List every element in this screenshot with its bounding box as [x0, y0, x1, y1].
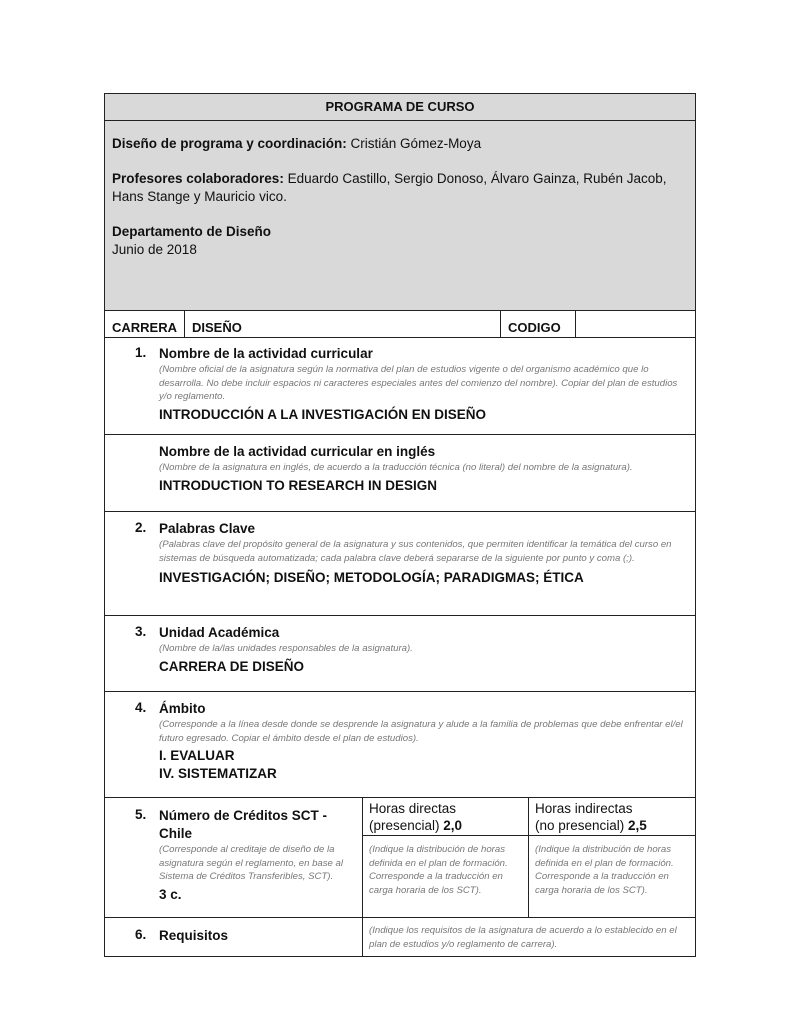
section-number: 2.	[135, 520, 147, 535]
direct-hours-sublabel: (presencial)	[369, 818, 444, 833]
credits-value: 3 c.	[159, 886, 182, 902]
section-number: 6.	[135, 927, 147, 942]
section-activity-name	[105, 338, 695, 435]
direct-hours-column	[362, 798, 528, 917]
indirect-hours-column	[528, 798, 695, 917]
section-note: (Palabras clave del propósito general de la asignatura y sus contenidos, que permiten identificar la temática del curso en sistemas de búsqueda automatizada; cada palabra clave deberá separarse de la siguiente por punto y coma (;).	[159, 539, 672, 564]
coordination-value: Cristián Gómez-Moya	[346, 136, 482, 151]
requirements-note: (Indique los requisitos de la asignatura de acuerdo a lo establecido en el plan de estudios y/o reglamento de carrera).	[362, 918, 695, 956]
section-title: Unidad Académica	[159, 625, 280, 640]
code-label: CODIGO	[501, 311, 576, 337]
keywords-value: INVESTIGACIÓN; DISEÑO; METODOLOGÍA; PARADIGMAS; ÉTICA	[159, 570, 584, 585]
requirements-title-cell	[105, 918, 362, 956]
section-note: (Nombre oficial de la asignatura según la normativa del plan de estudios vigente o del organismo académico que lo desarrolla. No debe incluir espacios ni caracteres especiales antes del comienzo del nombre). Copiar del plan de estudios y/o reglamento.	[159, 364, 678, 402]
section-title: Ámbito	[159, 701, 206, 716]
section-title: Nombre de la actividad curricular en inglés	[159, 444, 436, 459]
activity-name-value: INTRODUCCIÓN A LA INVESTIGACIÓN EN DISEÑO	[159, 406, 487, 422]
section-activity-name-english	[105, 435, 695, 512]
section-note: (Corresponde a la línea desde donde se desprende la asignatura y alude a la familia de problemas que debe enfrentar el/el futuro egresado. Copiar el ámbito desde el plan de estudios).	[159, 719, 683, 744]
direct-hours-value: 2,0	[443, 818, 463, 833]
section-title: Número de Créditos SCT - Chile	[159, 808, 328, 841]
code-value	[576, 311, 695, 337]
section-note: (Nombre de la asignatura en inglés, de acuerdo a la traducción técnica (no literal) del nombre de la asignatura).	[159, 462, 633, 473]
coordination-line	[112, 135, 687, 153]
section-number: 5.	[135, 807, 147, 822]
section-number: 4.	[135, 700, 147, 715]
indirect-hours-header	[529, 798, 695, 836]
course-program-form	[104, 93, 696, 957]
section-title: Nombre de la actividad curricular	[159, 346, 373, 361]
academic-unit-value: CARRERA DE DISEÑO	[159, 658, 305, 674]
department: Departamento de Diseño	[112, 224, 272, 239]
indirect-hours-label: Horas indirectas	[535, 801, 633, 816]
collaborators-line	[112, 170, 687, 206]
section-credits	[105, 798, 695, 918]
indirect-hours-sublabel-line	[535, 817, 689, 834]
indirect-hours-value: 2,5	[628, 818, 647, 833]
direct-hours-sublabel-line	[369, 817, 522, 834]
section-requirements	[105, 918, 695, 956]
department-block	[112, 223, 687, 259]
date: Junio de 2018	[112, 242, 197, 257]
header-block	[105, 121, 695, 311]
section-number: 3.	[135, 624, 147, 639]
career-row	[105, 311, 695, 338]
credits-main-cell	[105, 798, 362, 917]
career-label: CARRERA	[105, 311, 185, 337]
direct-hours-header	[363, 798, 528, 836]
section-note: (Nombre de la/las unidades responsables de la asignatura).	[159, 643, 413, 654]
activity-name-english-value: INTRODUCTION TO RESEARCH IN DESIGN	[159, 477, 438, 493]
direct-hours-label: Horas directas	[369, 801, 457, 816]
section-academic-unit	[105, 616, 695, 692]
indirect-hours-note: (Indique la distribución de horas definida en el plan de formación. Corresponde a la traducción en carga horaria de los SCT).	[535, 844, 674, 896]
section-scope	[105, 692, 695, 798]
scope-value-2: IV. SISTEMATIZAR	[159, 766, 277, 781]
document-title: PROGRAMA DE CURSO	[105, 94, 695, 121]
indirect-hours-sublabel: (no presencial)	[535, 818, 629, 833]
scope-value-1: I. EVALUAR	[159, 748, 235, 763]
section-number: 1.	[135, 345, 147, 360]
section-keywords	[105, 512, 695, 616]
career-value: DISEÑO	[185, 311, 501, 337]
section-title: Requisitos	[159, 928, 229, 943]
collaborators-label: Profesores colaboradores:	[112, 171, 284, 186]
collaborators-value: Eduardo Castillo, Sergio Donoso, Álvaro Gainza, Rubén Jacob, Hans Stange y Mauricio vico.	[112, 171, 667, 204]
section-title: Palabras Clave	[159, 521, 256, 536]
coordination-label: Diseño de programa y coordinación:	[112, 136, 347, 151]
direct-hours-note: (Indique la distribución de horas definida en el plan de formación. Corresponde a la traducción en carga horaria de los SCT).	[369, 844, 508, 896]
section-note: (Corresponde al creditaje de diseño de la asignatura según el reglamento, en base al Sistema de Créditos Transferibles, SCT).	[159, 844, 344, 882]
